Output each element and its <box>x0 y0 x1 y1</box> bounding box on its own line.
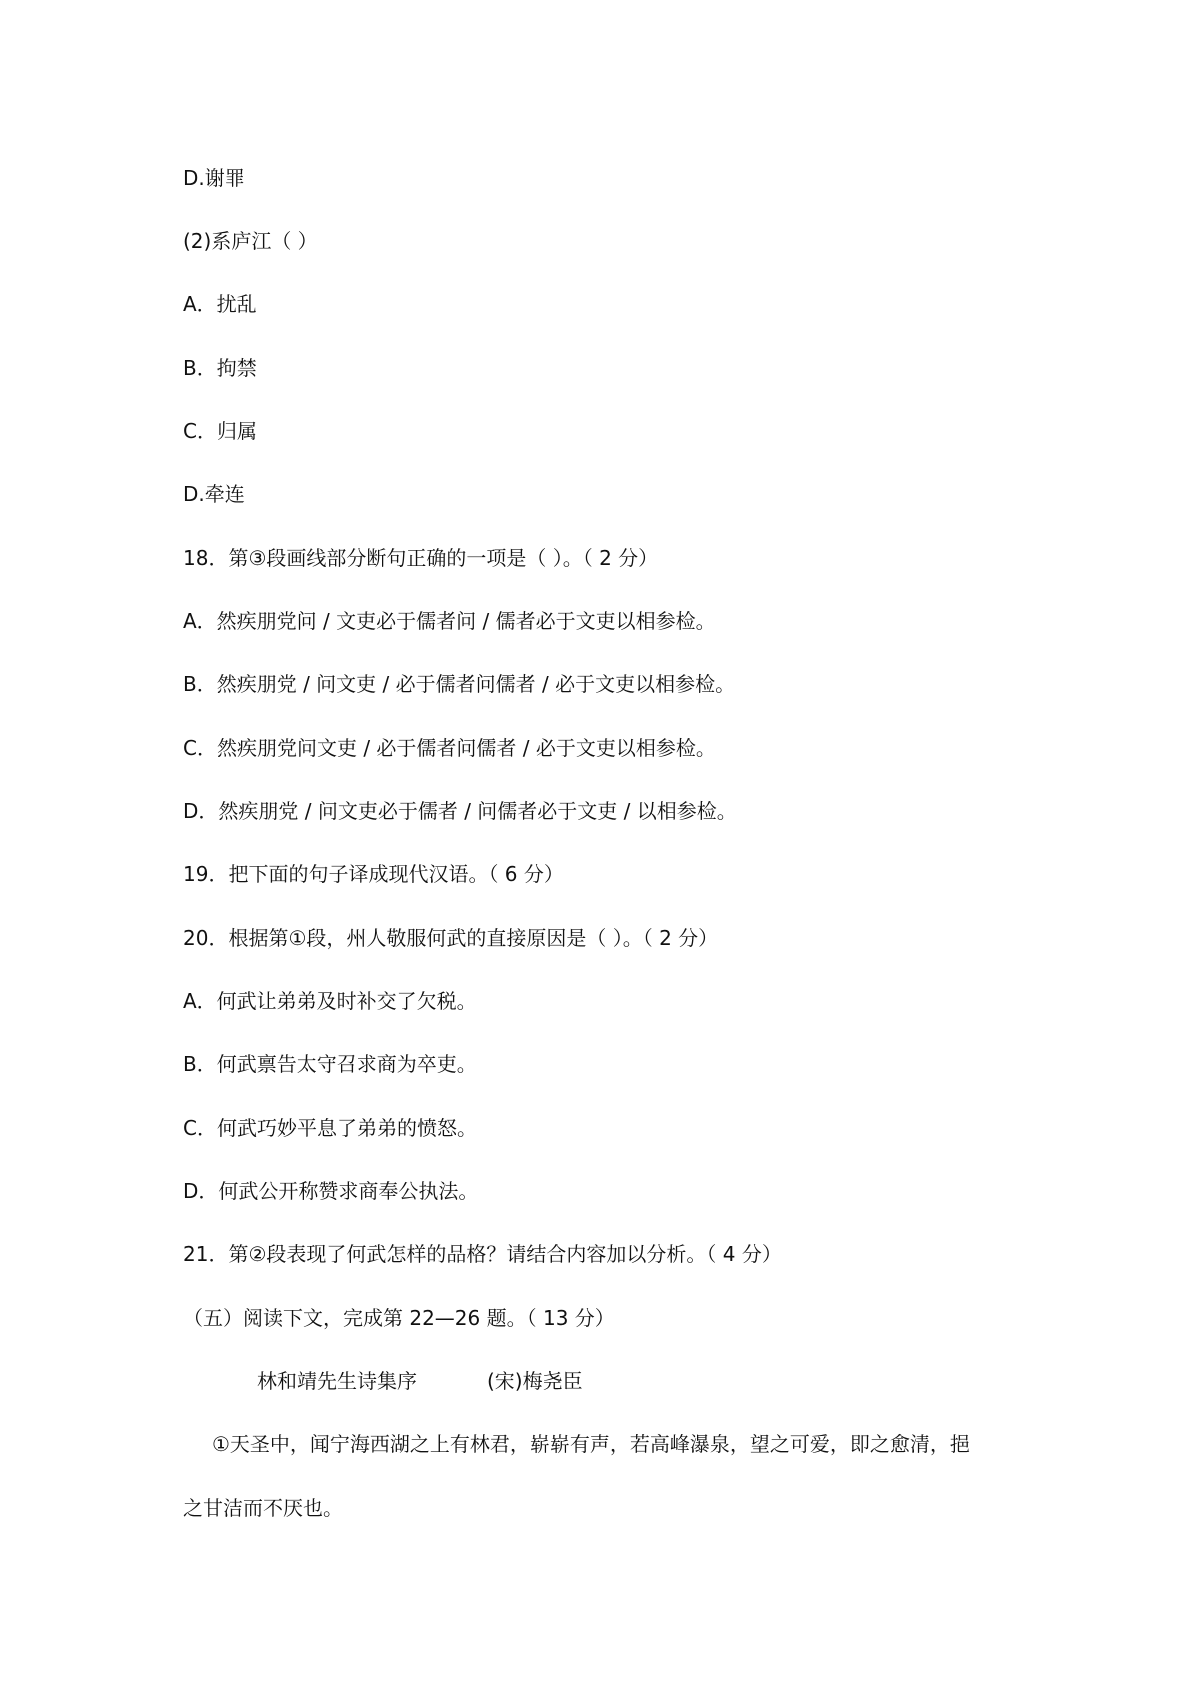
question-18: 18．第③段画线部分断句正确的一项是（ ）。（ 2 分） <box>183 546 659 570</box>
question-item-2: (2)系庐江（ ） <box>183 229 318 253</box>
option-b-2: B．拘禁 <box>183 356 257 380</box>
question-19: 19．把下面的句子译成现代汉语。（ 6 分） <box>183 862 564 886</box>
essay-paragraph-1-line-1: ①天圣中，闻宁海西湖之上有林君，崭崭有声，若高峰瀑泉，望之可爱，即之愈清，挹 <box>212 1432 970 1456</box>
q20-option-a: A．何武让弟弟及时补交了欠税。 <box>183 989 477 1013</box>
section-five-heading: （五）阅读下文，完成第 22—26 题。（ 13 分） <box>183 1306 615 1330</box>
option-d-1: D.谢罪 <box>183 166 245 190</box>
question-21: 21．第②段表现了何武怎样的品格？请结合内容加以分析。（ 4 分） <box>183 1242 782 1266</box>
q20-option-b: B．何武禀告太守召求商为卒吏。 <box>183 1052 477 1076</box>
q20-option-d: D．何武公开称赞求商奉公执法。 <box>183 1179 479 1203</box>
q18-option-c: C．然疾朋党问文吏 / 必于儒者问儒者 / 必于文吏以相参检。 <box>183 736 716 760</box>
option-c-2: C．归属 <box>183 419 257 443</box>
essay-author: (宋)梅尧臣 <box>487 1369 583 1393</box>
essay-paragraph-1-line-2: 之甘洁而不厌也。 <box>183 1496 343 1520</box>
q18-option-d: D．然疾朋党 / 问文吏必于儒者 / 问儒者必于文吏 / 以相参检。 <box>183 799 737 823</box>
essay-title-line <box>257 1368 583 1394</box>
option-d-2: D.牵连 <box>183 482 245 506</box>
essay-title: 林和靖先生诗集序 <box>257 1369 417 1393</box>
q20-option-c: C．何武巧妙平息了弟弟的愤怒。 <box>183 1116 477 1140</box>
q18-option-a: A．然疾朋党问 / 文吏必于儒者问 / 儒者必于文吏以相参检。 <box>183 609 716 633</box>
q18-option-b: B．然疾朋党 / 问文吏 / 必于儒者问儒者 / 必于文吏以相参检。 <box>183 672 736 696</box>
question-20: 20．根据第①段，州人敬服何武的直接原因是（ ）。（ 2 分） <box>183 926 719 950</box>
option-a-2: A．扰乱 <box>183 292 257 316</box>
